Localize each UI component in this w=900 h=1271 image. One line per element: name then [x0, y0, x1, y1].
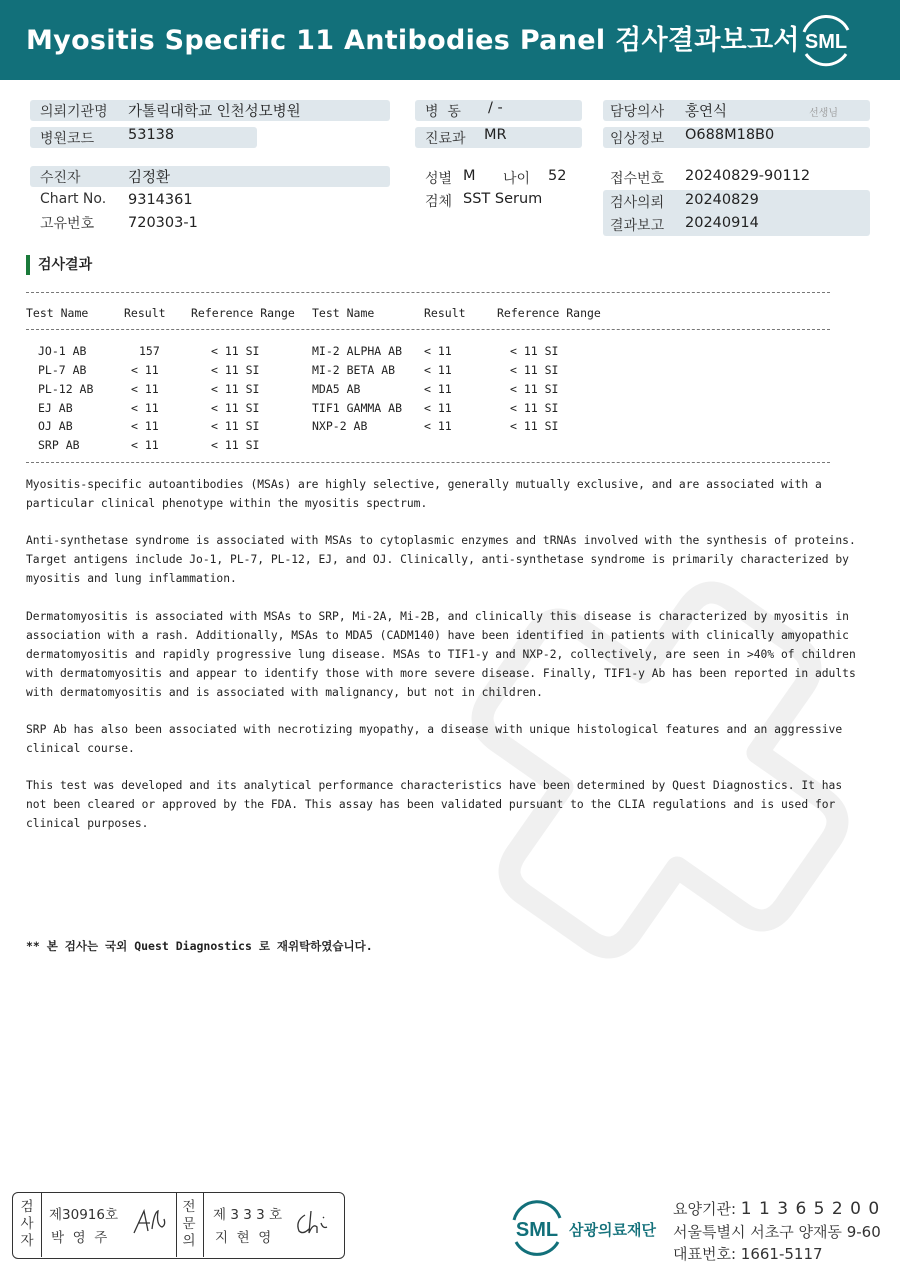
- svg-text:SML: SML: [804, 31, 848, 53]
- col-header-test-name: Test Name: [26, 306, 89, 320]
- institution-no: 1 1 3 6 5 2 0 0: [740, 1199, 881, 1219]
- address: 서울특별시 서초구 양재동 9-60: [673, 1223, 881, 1241]
- test-name: TIF1 GAMMA AB: [312, 401, 403, 415]
- ward-value: / -: [488, 100, 503, 116]
- col-header-reference-2: Reference Range: [497, 306, 601, 320]
- test-name: MI-2 ALPHA AB: [312, 344, 403, 358]
- specimen-value: SST Serum: [463, 191, 543, 207]
- hospital-code-value: 53138: [128, 127, 175, 143]
- test-reference: < 11 SI: [510, 382, 559, 396]
- test-reference: < 11 SI: [510, 363, 559, 377]
- institution-no-label: 요양기관:: [673, 1200, 737, 1218]
- dept-value: MR: [484, 127, 507, 143]
- doctor-suffix: 선생님: [809, 108, 838, 119]
- divider: [26, 292, 830, 293]
- test-result: < 11: [131, 382, 159, 396]
- ward-label: 병 동: [425, 104, 461, 120]
- signature-box: [12, 1192, 345, 1259]
- request-value: 20240829: [685, 192, 759, 208]
- phone: 1661-5117: [740, 1245, 823, 1263]
- receipt-label: 접수번호: [610, 171, 665, 187]
- examiner-signature: [130, 1205, 170, 1239]
- test-name: OJ AB: [38, 419, 73, 433]
- request-label: 검사의뢰: [610, 195, 665, 211]
- test-result: < 11: [131, 419, 159, 433]
- specialist-label: 전 문 의: [182, 1199, 196, 1249]
- test-name: SRP AB: [38, 438, 80, 452]
- referral-note: ** 본 검사는 국외 Quest Diagnostics 로 재위탁하였습니다.: [26, 939, 373, 953]
- test-name: PL-12 AB: [38, 382, 94, 396]
- comment-paragraph: Dermatomyositis is associated with MSAs to SRP, Mi-2A, Mi-2B, and clinically this disease is characterized by myositis in association with a rash. Additionally, MSAs to MDA5 (CADM140) have been identified in patients with clinically amyopathic dermatomyositis and rapidly progressive lung disease. MSAs to TIF1-y and NXP-2, collectively, are seen in >40% of children with dermatomyositis and appear to identify those with more severe disease. Finally, TIF1-y Ab has been reported in adults with dermatomyositis and is associated with malignancy, but not in children.: [26, 610, 856, 699]
- test-name: MI-2 BETA AB: [312, 363, 396, 377]
- sml-logo-icon: [796, 10, 856, 70]
- comment-paragraph: Anti-synthetase syndrome is associated with MSAs to cytoplasmic enzymes and tRNAs involved with the synthesis of proteins. Target antigens include Jo-1, PL-7, PL-12, EJ, and OJ. Clinically, anti-synthetase syndrome is primarily characterized by myositis and lung inflammation.: [26, 534, 856, 585]
- unique-value: 720303-1: [128, 215, 198, 231]
- sex-value: M: [463, 168, 476, 184]
- test-reference: < 11 SI: [510, 419, 559, 433]
- test-name: NXP-2 AB: [312, 419, 368, 433]
- examiner-label: 검 사 자: [20, 1199, 34, 1249]
- phone-line: [673, 1243, 823, 1264]
- comment-paragraph: Myositis-specific autoantibodies (MSAs) are highly selective, generally mutually exclusive, and are associated with a particular clinical phenotype within the myositis spectrum.: [26, 478, 822, 510]
- patient-row-bg: [30, 166, 390, 187]
- comment-paragraph: This test was developed and its analytical performance characteristics have been determined by Quest Diagnostics. It has not been cleared or approved by the FDA. This assay has been validated pursuant to the CLIA regulations and is used for clinical purposes.: [26, 779, 843, 830]
- test-result: < 11: [424, 344, 452, 358]
- age-value: 52: [548, 168, 567, 184]
- examiner-license: 제30916호: [49, 1207, 119, 1223]
- institution-value: 가톨릭대학교 인천성모병원: [128, 104, 301, 120]
- test-result: < 11: [131, 401, 159, 415]
- test-reference: < 11 SI: [211, 344, 260, 358]
- test-name: PL-7 AB: [38, 363, 87, 377]
- test-result: < 11: [424, 382, 452, 396]
- receipt-value: 20240829-90112: [685, 168, 811, 184]
- dept-label: 진료과: [425, 131, 466, 147]
- sex-label: 성별: [425, 171, 453, 187]
- col-header-test-name-2: Test Name: [312, 306, 375, 320]
- test-reference: < 11 SI: [211, 401, 260, 415]
- doctor-value: 홍연식: [685, 104, 728, 120]
- patient-value: 김정환: [128, 170, 171, 186]
- clinical-label: 임상정보: [610, 131, 665, 147]
- test-name: MDA5 AB: [312, 382, 361, 396]
- specimen-label: 검체: [425, 194, 453, 210]
- hospital-code-label: 병원코드: [40, 131, 95, 147]
- footer-sml-logo-icon: [508, 1200, 566, 1256]
- section-title-results: 검사결과: [26, 255, 92, 275]
- foundation-name: 삼광의료재단: [569, 1221, 656, 1239]
- divider: [26, 329, 830, 330]
- test-result: 157: [139, 344, 160, 358]
- col-header-result: Result: [124, 306, 166, 320]
- divider: [26, 462, 830, 463]
- test-result: < 11: [424, 363, 452, 377]
- report-value: 20240914: [685, 215, 759, 231]
- chart-label: Chart No.: [40, 191, 107, 207]
- chart-value: 9314361: [128, 192, 193, 208]
- doctor-label: 담당의사: [610, 104, 665, 120]
- test-reference: < 11 SI: [211, 363, 260, 377]
- specialist-signature: [293, 1207, 337, 1239]
- report-label: 결과보고: [610, 218, 665, 234]
- test-result: < 11: [424, 419, 452, 433]
- report-header: [0, 0, 900, 80]
- test-name: JO-1 AB: [38, 344, 87, 358]
- specialist-name: 지 현 영: [215, 1230, 272, 1246]
- institution-no-line: [673, 1198, 880, 1219]
- svg-text:SML: SML: [515, 1219, 559, 1241]
- test-result: < 11: [131, 438, 159, 452]
- report-title: Myositis Specific 11 Antibodies Panel 검사결과보고서: [26, 25, 800, 56]
- test-result: < 11: [424, 401, 452, 415]
- comment-paragraph: SRP Ab has also been associated with necrotizing myopathy, a disease with unique histological features and an aggressive clinical course.: [26, 723, 843, 755]
- phone-label: 대표번호:: [673, 1245, 737, 1263]
- test-reference: < 11 SI: [211, 382, 260, 396]
- age-label: 나이: [503, 171, 531, 187]
- divider: [203, 1193, 204, 1257]
- test-name: EJ AB: [38, 401, 73, 415]
- divider: [41, 1193, 42, 1257]
- unique-label: 고유번호: [40, 216, 95, 232]
- specialist-license: 제 3 3 3 호: [213, 1207, 283, 1223]
- test-reference: < 11 SI: [211, 419, 260, 433]
- patient-label: 수진자: [40, 170, 81, 186]
- test-reference: < 11 SI: [510, 344, 559, 358]
- clinical-value: O688M18B0: [685, 127, 775, 143]
- col-header-reference: Reference Range: [191, 306, 295, 320]
- institution-label: 의뢰기관명: [40, 104, 108, 120]
- test-reference: < 11 SI: [211, 438, 260, 452]
- examiner-name: 박 영 주: [51, 1230, 108, 1246]
- divider: [176, 1193, 177, 1257]
- test-reference: < 11 SI: [510, 401, 559, 415]
- test-result: < 11: [131, 363, 159, 377]
- col-header-result-2: Result: [424, 306, 466, 320]
